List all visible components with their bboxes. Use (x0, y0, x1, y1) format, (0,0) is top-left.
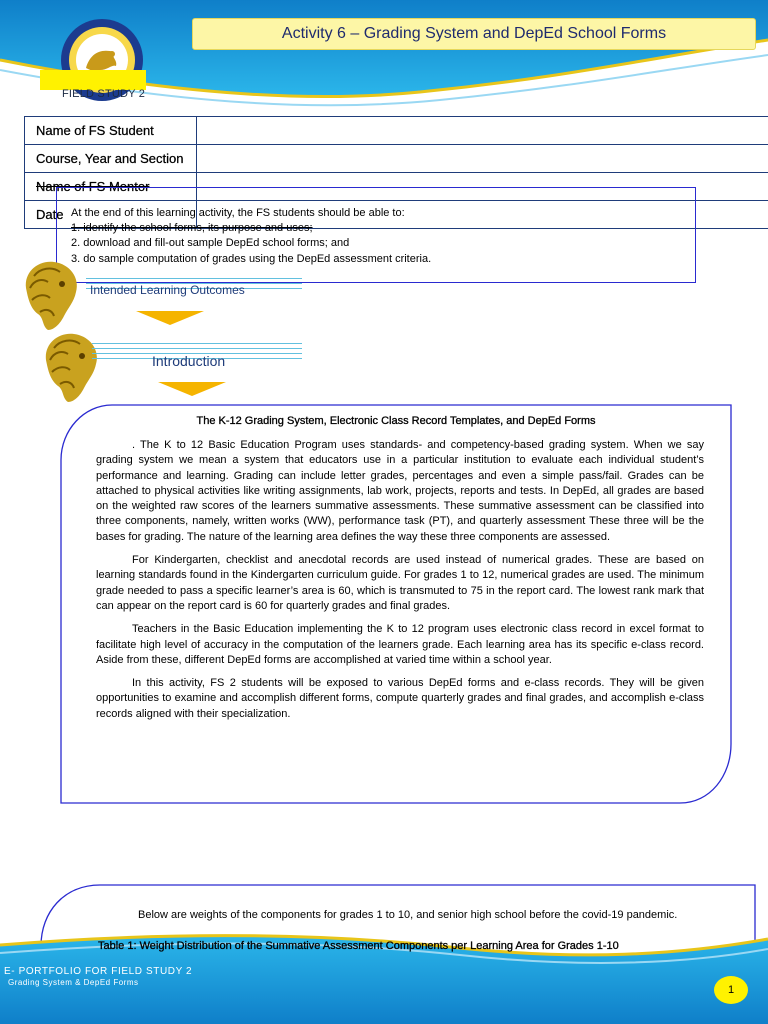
intro-paragraph: For Kindergarten, checklist and anecdotal records are used instead of numerical grades. These are based on learning standards found in the Kindergarten curriculum guide. For grades 1 to 12, numerical grades are used. The minimum grade needed to pass a specific learner’s area is 60, which is transmuted to 75 in the report card. The lowest rank mark that can appear on the report card is 60 for quarterly grades and final grades. (96, 554, 704, 612)
course-section-field[interactable] (197, 145, 768, 173)
introduction-body (96, 438, 704, 730)
chevron-down-icon (158, 382, 226, 396)
student-name-field[interactable] (197, 117, 768, 145)
date-label: Date (25, 201, 197, 229)
intro-paragraph: In this activity, FS 2 students will be exposed to various DepEd forms and e-class records. They will be given opportunities to examine and accomplish different forms, compute quarterly grades and final grades, and accomplish e-class records aligned with their specialization. (96, 677, 704, 720)
intro-paragraph: . The K to 12 Basic Education Program uses standards- and competency-based grading system. When we say grading system we mean a system that educators use in a particular institution to evaluate each individual student’s performance and learning. Grading can include letter grades, percentages and even a simple pass/fail. Grades can be attached to physical activities like writing assignments, lab work, projects, reports and tests. In DepEd, all grades are based on the weighted raw scores of the learners summative assessments. These summative assessment can be classified into three components, namely, written works (WW), performance task (PT), and quarterly assessment These three will be the bases for grading. The nature of the learning area defines the way these three components are assessed. (96, 439, 704, 543)
lion-head-icon (20, 258, 82, 332)
table-row (25, 117, 768, 145)
footer-portfolio-label: E- PORTFOLIO FOR FIELD STUDY 2 (4, 966, 193, 977)
section-heading-outcomes: Intended Learning Outcomes (90, 283, 245, 297)
student-name-label: Name of FS Student (25, 117, 197, 145)
intro-paragraph: Teachers in the Basic Education implementing the K to 12 program uses electronic class record in excel format to facilitate high level of accuracy in the computation of the learners grade. Each learning area has its specific e-class record. Aside from these, different DepEd forms are accomplished at varied time within a school year. (96, 623, 704, 666)
chevron-down-icon (136, 311, 204, 325)
footer-topic-label: Grading System & DepEd Forms (8, 978, 139, 987)
mentor-name-label: Name of FS Mentor (25, 173, 197, 201)
lion-head-icon (40, 330, 102, 404)
course-section-label: Course, Year and Section (25, 145, 197, 173)
page-number-badge: 1 (714, 976, 748, 1004)
table-caption: Table 1: Weight Distribution of the Summative Assessment Components per Learning Area for Grades 1-10 (98, 940, 619, 952)
highlight-bar (40, 70, 146, 90)
outcome-item: 3. do sample computation of grades using the DepEd assessment criteria. (71, 253, 432, 265)
outcomes-intro: At the end of this learning activity, the FS students should be able to: (71, 207, 405, 219)
section-heading-introduction: Introduction (152, 353, 226, 369)
outcome-item: 1. identify the school forms, its purpose and uses; (71, 222, 313, 234)
introduction-title: The K-12 Grading System, Electronic Class Record Templates, and DepEd Forms (196, 415, 596, 427)
subject-label: FIELD STUDY 2 (62, 88, 146, 100)
activity-title: Activity 6 – Grading System and DepEd School Forms (192, 18, 756, 50)
outcome-item: 2. download and fill-out sample DepEd school forms; and (71, 237, 350, 249)
table-row (25, 145, 768, 173)
weights-intro-text: Below are weights of the components for grades 1 to 10, and senior high school before the covid-19 pandemic. (138, 909, 678, 921)
learning-outcomes-box (56, 187, 696, 283)
